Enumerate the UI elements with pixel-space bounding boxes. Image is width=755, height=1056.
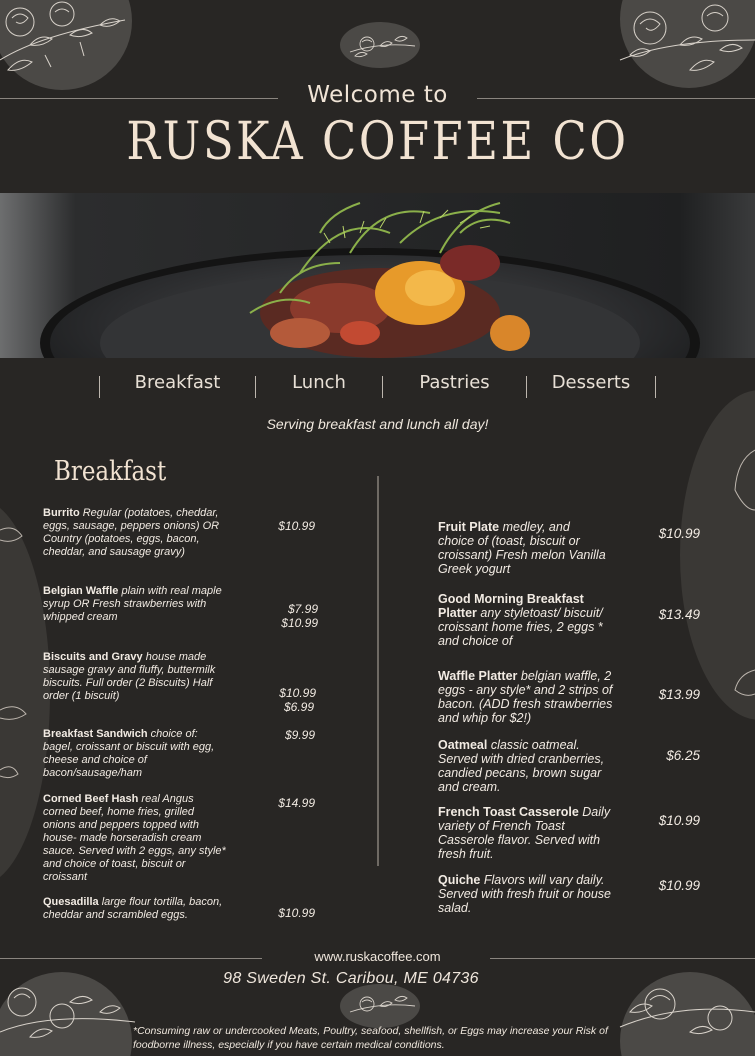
- nav-lunch[interactable]: Lunch: [292, 372, 346, 393]
- menu-item-breakfast-sandwich: [43, 728, 223, 780]
- menu-item-french-toast-casserole: [438, 805, 613, 861]
- menu-item-quesadilla: [43, 896, 228, 922]
- floral-line-art-icon: [730, 410, 755, 710]
- item-price: $10.99: [658, 526, 700, 541]
- item-price: $10.99: [278, 519, 315, 533]
- item-name: Fruit Plate: [438, 520, 500, 534]
- item-price-secondary: $10.99: [281, 616, 318, 630]
- item-name: Biscuits and Gravy: [43, 651, 143, 663]
- item-desc: belgian waffle, 2 eggs - any style* and 2 strips of bacon. (ADD fresh strawberries and whip for $2!): [438, 669, 613, 725]
- menu-item-quiche: [438, 873, 620, 915]
- item-name: Quiche: [438, 873, 481, 887]
- rose-sprig-icon: [345, 28, 420, 64]
- item-desc: choice of: bagel, croissant or biscuit with egg, cheese and choice of bacon/sausage/ham: [43, 728, 215, 779]
- menu-nav: [0, 372, 755, 404]
- item-price: $13.49: [658, 607, 700, 622]
- item-price: $9.99: [284, 728, 315, 742]
- item-desc: plain with real maple syrup OR Fresh strawberries with whipped cream: [43, 585, 222, 623]
- item-price: $13.99: [658, 687, 700, 702]
- item-desc: medley, and choice of (toast, biscuit or croissant) Fresh melon Vanilla Greek yogurt: [438, 520, 606, 576]
- tagline: Serving breakfast and lunch all day!: [266, 416, 489, 432]
- floral-line-art-icon: [620, 0, 755, 90]
- menu-item-burrito: [43, 507, 223, 559]
- item-desc: Daily variety of French Toast Casserole flavor. Served with fresh fruit.: [438, 805, 611, 861]
- item-name: Quesadilla: [43, 896, 99, 908]
- section-title-breakfast: Breakfast: [54, 456, 167, 487]
- item-name: Good Morning Breakfast Platter: [438, 592, 584, 620]
- menu-item-oatmeal: [438, 738, 616, 794]
- item-price: $7.99: [287, 602, 318, 616]
- item-name: Belgian Waffle: [43, 585, 119, 597]
- menu-item-waffle-platter: [438, 669, 620, 725]
- website-link[interactable]: www.ruskacoffee.com: [314, 949, 441, 964]
- item-price: $10.99: [658, 813, 700, 828]
- item-name: Oatmeal: [438, 738, 488, 752]
- rose-sprig-icon: [345, 988, 420, 1024]
- item-desc: Regular (potatoes, cheddar, eggs, sausage, peppers onions) OR Country (potatoes, eggs, bacon, cheddar, and sausage gravy): [43, 507, 220, 558]
- item-desc: large flour tortilla, bacon, cheddar and scrambled eggs.: [43, 896, 223, 921]
- address: 98 Sweden St. Caribou, ME 04736: [223, 970, 479, 987]
- nav-desserts[interactable]: Desserts: [551, 372, 631, 393]
- hero-food-image: [0, 193, 755, 358]
- item-price: $10.99: [658, 878, 700, 893]
- item-name: Corned Beef Hash: [43, 793, 139, 805]
- item-name: Breakfast Sandwich: [43, 728, 148, 740]
- item-desc: any styletoast/ biscuit/ croissant home fries, 2 eggs * and choice of: [438, 606, 603, 648]
- nav-pastries[interactable]: Pastries: [419, 372, 490, 393]
- brand-title: RUSKA COFFEE CO: [126, 112, 629, 172]
- item-name: French Toast Casserole: [438, 805, 579, 819]
- menu-item-fruit-plate: [438, 520, 608, 576]
- item-name: Waffle Platter: [438, 669, 518, 683]
- item-price-secondary: $6.99: [283, 700, 314, 714]
- item-desc: real Angus corned beef, home fries, grilled onions and peppers topped with house- made horseradish cream sauce. Served with 2 eggs, any style* and choice of toast, biscuit or croissant: [43, 793, 226, 883]
- item-price: $10.99: [279, 686, 316, 700]
- menu-item-good-morning-platter: [438, 592, 608, 648]
- floral-line-art-icon: [0, 0, 135, 90]
- item-name: Burrito: [43, 507, 80, 519]
- menu-item-corned-beef-hash: [43, 793, 228, 884]
- menu-item-belgian-waffle: [43, 585, 223, 624]
- nav-separator: [655, 376, 656, 398]
- nav-breakfast[interactable]: Breakfast: [134, 372, 221, 393]
- column-divider: [377, 476, 379, 866]
- welcome-text: Welcome to: [307, 82, 448, 108]
- item-price: $10.99: [278, 906, 315, 920]
- item-price: $6.25: [666, 748, 700, 763]
- item-price: $14.99: [278, 796, 315, 810]
- item-desc: house made sausage gravy and fluffy, buttermilk biscuits. Full order (2 Biscuits) Half order (1 biscuit): [43, 651, 216, 702]
- disclaimer: *Consuming raw or undercooked Meats, Poultry, seafood, shellfish, or Eggs may increase your Risk of foodborne illness, especially if you have certain medical conditions.: [133, 1025, 608, 1051]
- floral-line-art-icon: [0, 500, 30, 800]
- item-desc: classic oatmeal. Served with dried cranberries, candied pecans, brown sugar and cream.: [438, 738, 605, 794]
- item-desc: Flavors will vary daily. Served with fresh fruit or house salad.: [438, 873, 611, 915]
- menu-item-biscuits-gravy: [43, 651, 223, 703]
